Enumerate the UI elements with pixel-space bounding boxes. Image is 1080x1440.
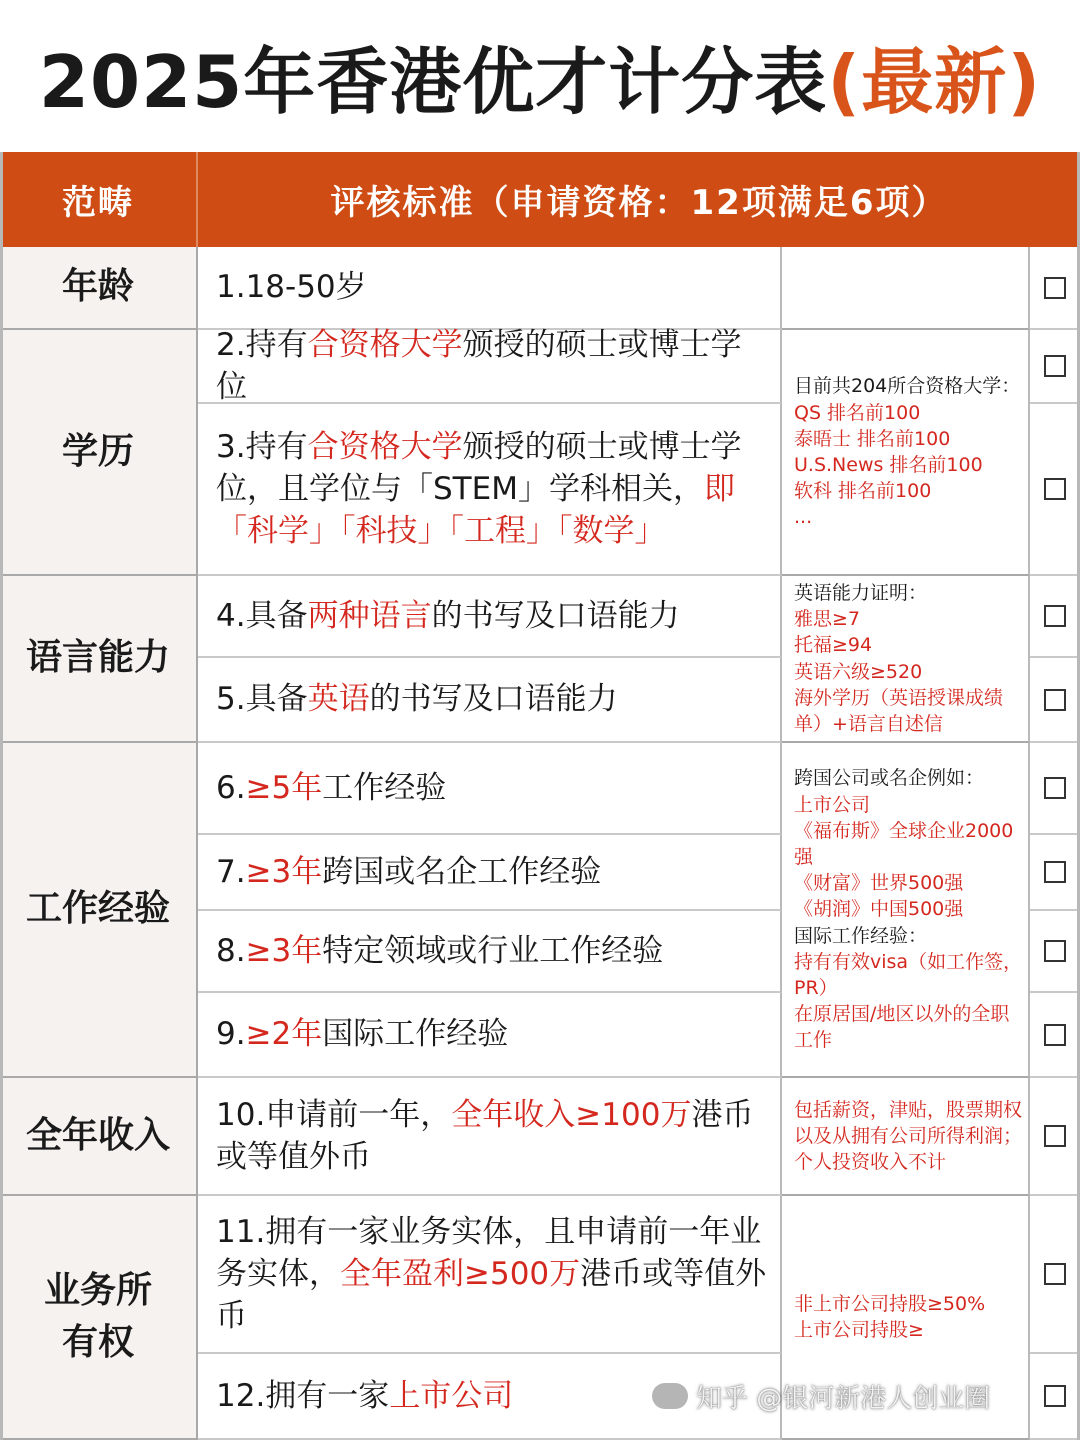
criterion-4 [198,576,782,658]
category-language: 语言能力 [0,576,198,743]
checkbox-cell-1 [1030,247,1080,330]
criterion-7 [198,835,782,911]
criterion-2-text-end: 颁授的硕士或博士学位 [216,326,742,405]
note-education-line: 泰晤士 排名前100 [794,427,951,450]
criterion-3-stem-list: 即「科学」「科技」「工程」「数学」 [216,470,735,550]
checkbox-cell-8 [1030,911,1080,993]
criterion-10-text-end: 港币或等值外币 [216,1096,754,1175]
checkbox-cell-5 [1030,658,1080,743]
criterion-6 [198,743,782,835]
criterion-2-highlight: 合资格大学 [307,326,463,363]
title-main: 2025年香港优才计分表 [38,40,828,124]
criterion-8-highlight: ≥3年 [245,932,323,969]
score-table [0,152,1080,1440]
criterion-8 [198,911,782,993]
watermark-text: 知乎 @银河新港人创业圈 [696,1383,991,1414]
checkbox-cell-12 [1030,1354,1080,1440]
checkbox-cell-2 [1030,330,1080,404]
note-language [782,576,1030,743]
table-border-left [0,152,3,1440]
checkbox-5[interactable] [1044,689,1066,711]
note-education-line: QS 排名前100 [794,401,921,424]
criterion-11-text-end: 港币或等值外币 [216,1255,767,1335]
criterion-4-text: 4.具备 [216,597,308,634]
criterion-7-text-end: 跨国或名企工作经验 [322,853,602,890]
criterion-3-text: 3.持有 [216,428,308,465]
category-business: 业务所有权 [0,1196,198,1440]
criterion-6-highlight: ≥5年 [245,769,323,806]
note-work-line: 持有有效visa（如工作签，PR） [794,950,1023,1000]
criterion-9 [198,993,782,1078]
checkbox-4[interactable] [1044,605,1066,627]
note-language-line: 海外学历（英语授课成绩单）+语言自述信 [794,686,1004,735]
note-work-line: 《胡润》中国500强 [794,898,964,921]
checkbox-cell-4 [1030,576,1080,658]
note-work-line: 《财富》世界500强 [794,872,964,895]
criterion-11 [198,1196,782,1354]
criterion-10 [198,1078,782,1196]
criterion-3-highlight: 合资格大学 [307,428,463,465]
category-education: 学历 [0,330,198,576]
criterion-8-text: 8. [216,932,246,969]
checkbox-6[interactable] [1044,777,1066,799]
criterion-1-text: 1.18-50岁 [216,269,367,306]
criterion-12-text: 12.拥有一家 [216,1377,390,1414]
criterion-9-highlight: ≥2年 [245,1016,323,1053]
criterion-5-text: 5.具备 [216,681,308,718]
criterion-5 [198,658,782,743]
title-accent: (最新) [827,40,1042,124]
checkbox-3[interactable] [1044,478,1066,500]
checkbox-cell-6 [1030,743,1080,835]
criterion-2 [198,326,782,405]
criterion-4-text-end: 的书写及口语能力 [431,597,680,634]
checkbox-cell-10 [1030,1078,1080,1196]
checkbox-2[interactable] [1044,355,1066,377]
note-work-head-international: 国际工作经验： [794,924,928,947]
note-business-line: 上市公司持股≥ [794,1319,924,1341]
criterion-11-highlight: 全年盈利≥500万 [340,1255,581,1292]
header-criteria: 评核标准（申请资格：12项满足6项） [198,152,1080,247]
checkbox-7[interactable] [1044,861,1066,883]
note-work-head: 跨国公司或名企例如： [794,767,985,790]
criterion-6-text-end: 工作经验 [322,769,447,806]
note-language-head: 英语能力证明： [794,581,928,604]
criterion-7-text: 7. [216,853,246,890]
criterion-12-highlight: 上市公司 [389,1377,514,1414]
checkbox-cell-3 [1030,404,1080,576]
criterion-7-highlight: ≥3年 [245,853,323,890]
category-work: 工作经验 [0,743,198,1078]
criterion-5-text-end: 的书写及口语能力 [369,681,618,718]
criterion-8-text-end: 特定领域或行业工作经验 [322,932,664,969]
checkbox-9[interactable] [1044,1024,1066,1046]
criterion-3 [198,404,782,576]
category-income: 全年收入 [0,1078,198,1196]
criterion-6-text: 6. [216,769,246,806]
note-language-line: 雅思≥7 [794,608,861,631]
note-language-line: 英语六级≥520 [794,660,923,683]
checkbox-12[interactable] [1044,1385,1066,1407]
checkbox-1[interactable] [1044,277,1066,299]
criterion-11-text: 11.拥有一家业务实体，且申请前一年业务实体， [216,1213,762,1292]
header-category: 范畴 [0,152,198,247]
note-education-line: ... [794,506,813,529]
note-income-text: 包括薪资，津贴，股票期权以及从拥有公司所得利润；个人投资收入不计 [794,1098,1023,1174]
note-work-line: 《福布斯》全球企业2000强 [794,819,1014,868]
checkbox-cell-7 [1030,835,1080,911]
note-income [782,1078,1030,1196]
criterion-10-text: 10.申请前一年， [216,1096,452,1133]
checkbox-11[interactable] [1044,1263,1066,1285]
watermark [652,1374,990,1418]
criterion-9-text: 9. [216,1016,246,1053]
note-education-line: 软科 排名前100 [794,480,932,503]
note-business-line: 非上市公司持股≥50% [794,1292,986,1315]
criterion-4-highlight: 两种语言 [307,597,432,634]
checkbox-cell-11 [1030,1196,1080,1354]
criterion-10-highlight: 全年收入≥100万 [451,1096,692,1133]
note-work [782,743,1030,1078]
checkbox-cell-9 [1030,993,1080,1078]
category-age: 年龄 [0,247,198,330]
criterion-1 [198,247,782,330]
note-education [782,330,1030,576]
note-education-head: 目前共204所合资格大学： [794,375,1021,398]
note-age-empty [782,247,1030,330]
criterion-5-highlight: 英语 [307,681,370,718]
note-education-line: U.S.News 排名前100 [794,454,983,476]
criterion-9-text-end: 国际工作经验 [322,1016,509,1053]
note-work-line: 上市公司 [794,793,871,816]
page-title [0,0,1080,152]
criterion-3-text-mid: 颁授的硕士或博士学位，且学位与「STEM」学科相关， [216,428,742,507]
note-work-line: 在原居国/地区以外的全职工作 [794,1003,1010,1052]
wechat-logo-icon [652,1383,688,1409]
checkbox-8[interactable] [1044,940,1066,962]
note-language-line: 托福≥94 [794,634,873,657]
checkbox-10[interactable] [1044,1125,1066,1147]
criterion-2-text: 2.持有 [216,326,308,363]
